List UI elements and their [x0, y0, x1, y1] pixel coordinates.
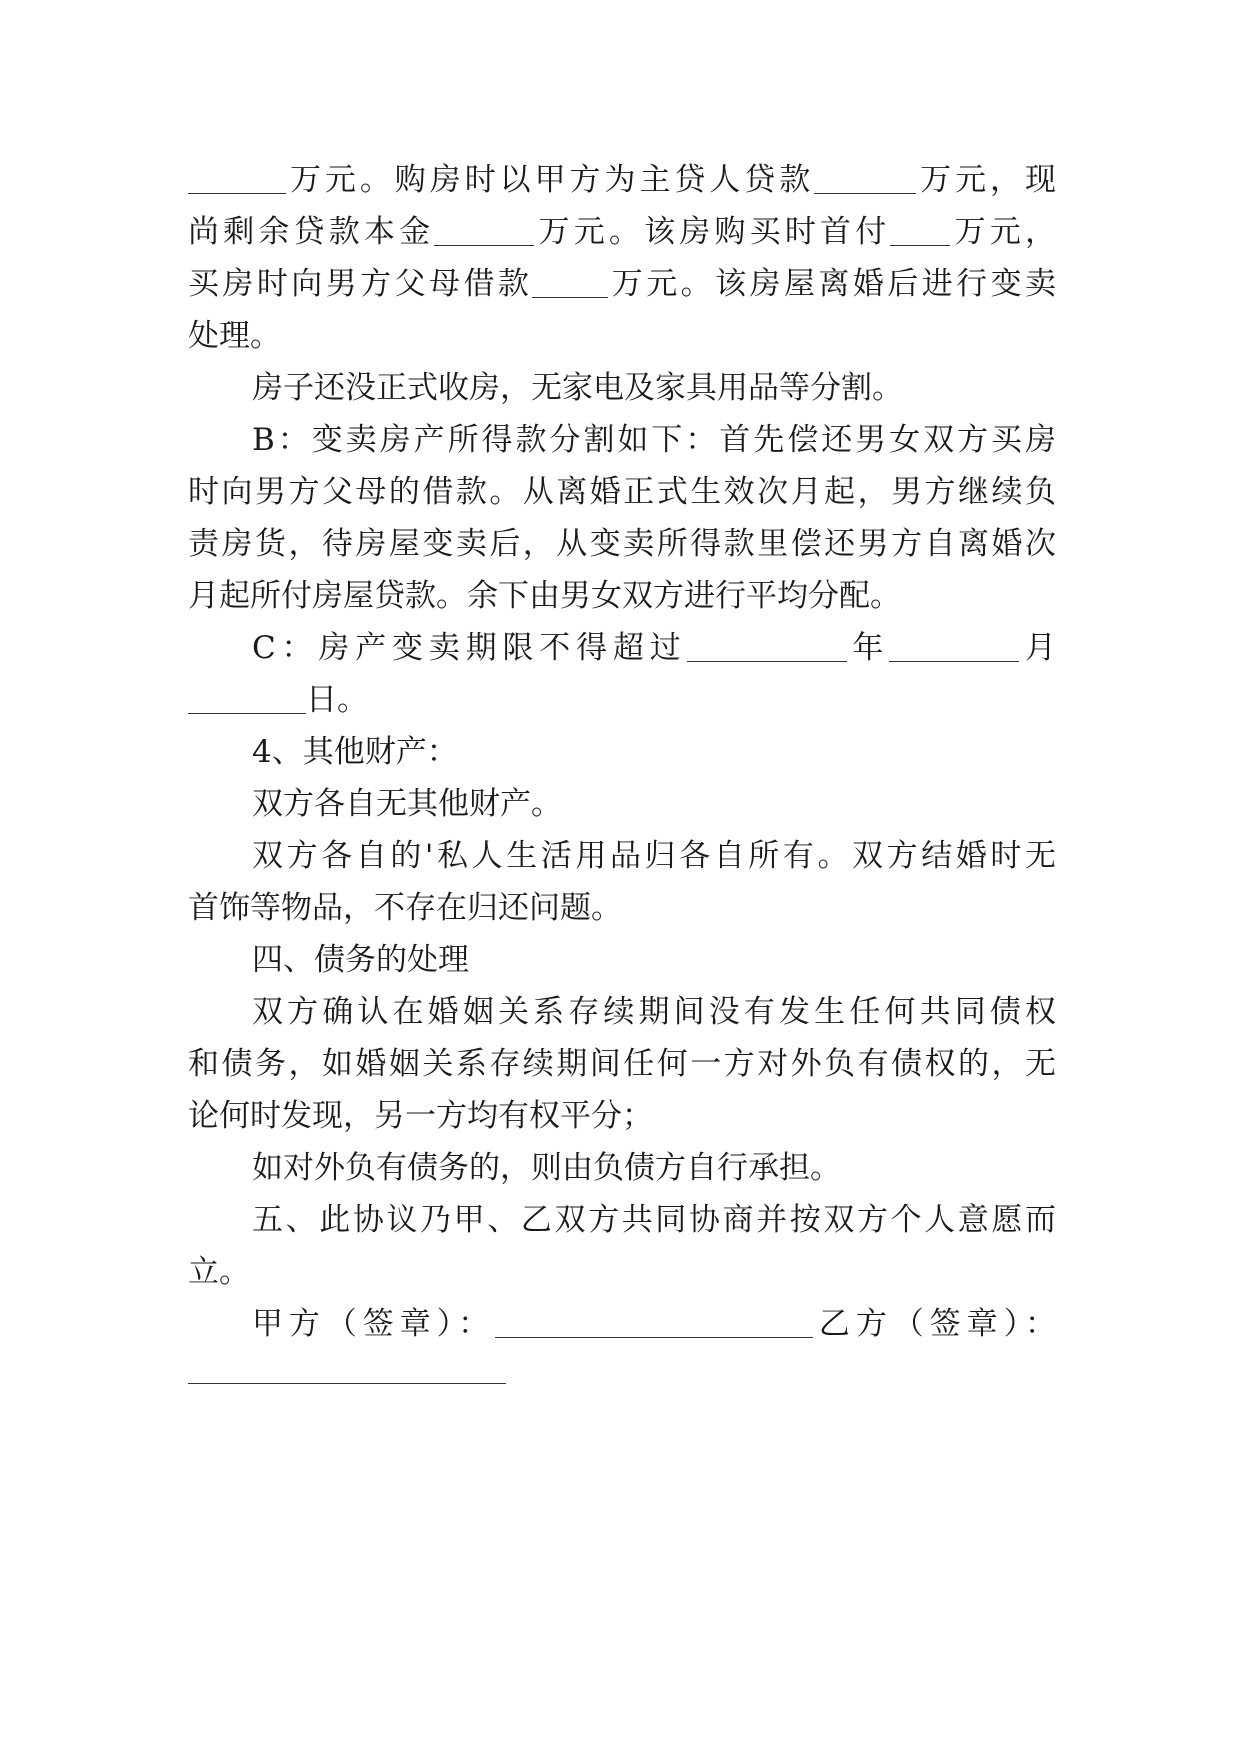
text-line: [188, 207, 1056, 257]
text-span: 万元。该房购买时首付: [534, 214, 891, 250]
fill-blank: [889, 627, 1019, 662]
fill-blank: [687, 627, 847, 662]
text-line: 时向男方父母的借款。从离婚正式生效次月起，男方继续负: [188, 474, 1056, 510]
text-line: [188, 675, 1056, 725]
text-span: 万元。该房屋离婚后进行变卖: [608, 266, 1056, 302]
party-b-signature-blank: [188, 1383, 506, 1384]
paragraph-start: B：变卖房产所得款分割如下：首先偿还男女双方买房: [252, 422, 1056, 458]
text-span: 万元，现: [916, 162, 1056, 198]
fill-blank: [188, 159, 286, 194]
paragraph-start: 房子还没正式收房，无家电及家具用品等分割。: [252, 370, 903, 406]
section-heading: 五、此协议乃甲、乙双方共同协商并按双方个人意愿而: [252, 1202, 1056, 1238]
section-heading: 四、债务的处理: [252, 942, 469, 978]
text-span: 月: [1019, 630, 1056, 666]
party-a-signature-blank: [495, 1303, 813, 1338]
fill-blank: [434, 211, 534, 246]
text-line: [188, 155, 1056, 205]
text-span: 日。: [306, 682, 368, 718]
fill-blank: [814, 159, 916, 194]
text-line: 论何时发现，另一方均有权平分；: [188, 1098, 653, 1134]
fill-blank: [532, 263, 608, 298]
paragraph-start: [188, 623, 1056, 673]
text-line: 月起所付房屋贷款。余下由男女双方进行平均分配。: [188, 578, 901, 614]
section-heading: 4、其他财产：: [252, 734, 458, 770]
fill-blank: [890, 211, 950, 246]
text-span: 万元，: [950, 214, 1056, 250]
party-a-signature-label: 甲方（签章）：: [252, 1306, 495, 1342]
text-span: 尚剩余贷款本金: [188, 214, 435, 250]
signature-row: [188, 1299, 1056, 1349]
paragraph-start: 如对外负有债务的，则由负债方自行承担。: [252, 1150, 841, 1186]
fill-blank: [188, 679, 306, 714]
text-line: 和债务，如婚姻关系存续期间任何一方对外负有债权的，无: [188, 1046, 1056, 1082]
paragraph-start: 双方确认在婚姻关系存续期间没有发生任何共同债权: [252, 994, 1056, 1030]
party-b-signature-label: 乙方（签章）：: [813, 1306, 1056, 1342]
text-span: C：房产变卖期限不得超过: [252, 630, 687, 666]
paragraph-start: 双方各自无其他财产。: [252, 786, 562, 822]
text-line: 处理。: [188, 318, 281, 354]
text-line: 立。: [188, 1254, 250, 1290]
text-line: [188, 259, 1056, 309]
text-line: 责房货，待房屋变卖后，从变卖所得款里偿还男方自离婚次: [188, 526, 1056, 562]
text-span: 万元。购房时以甲方为主贷人贷款: [286, 162, 815, 198]
text-span: 买房时向男方父母借款: [188, 266, 533, 302]
paragraph-start: 双方各自的'私人生活用品归各自所有。双方结婚时无: [252, 838, 1056, 874]
text-span: 年: [846, 630, 890, 666]
text-line: 首饰等物品，不存在归还问题。: [188, 890, 622, 926]
